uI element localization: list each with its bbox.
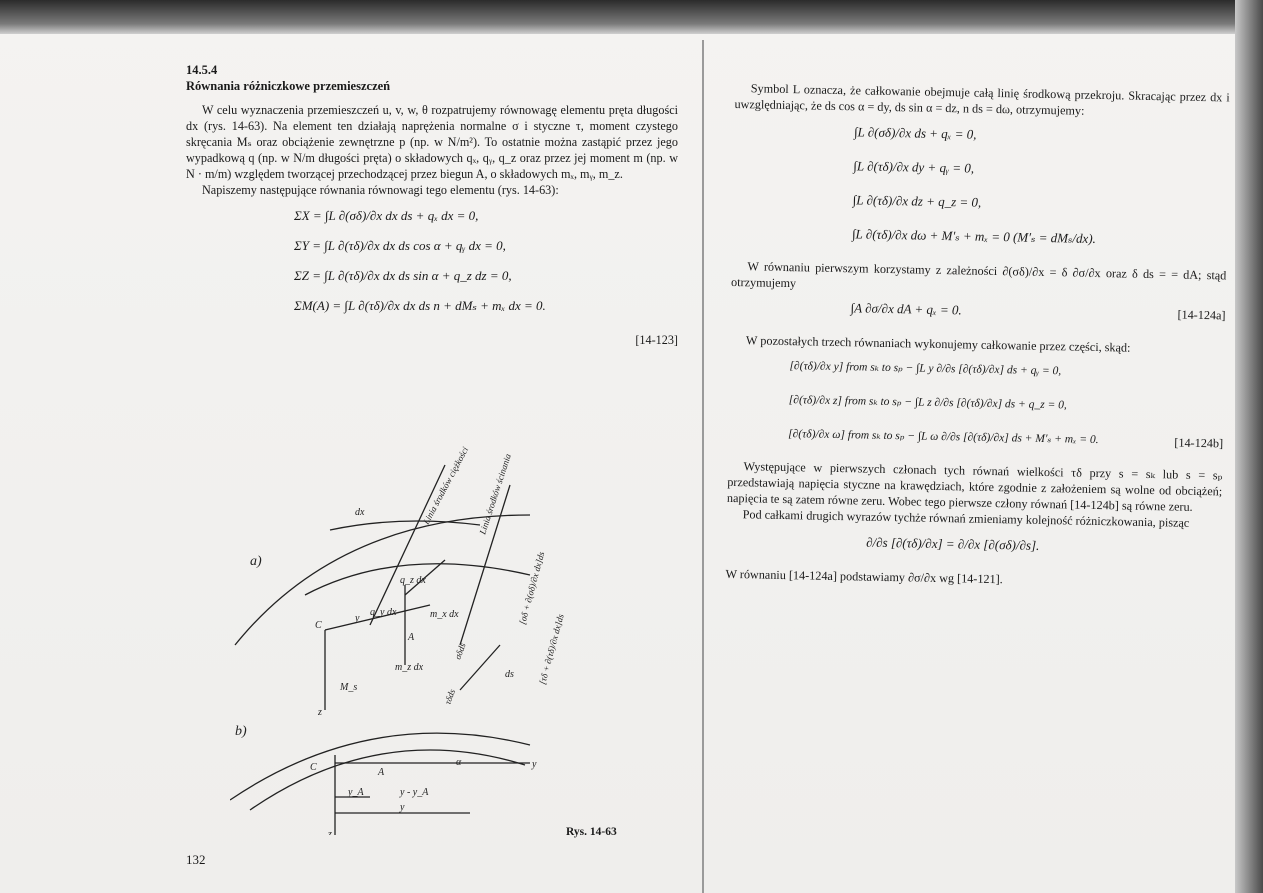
ds-line	[460, 645, 500, 690]
right-paragraph-5: Pod całkami drugich wyrazów tychże równań zmieniamy kolejność różniczkowania, pisząc	[742, 507, 1190, 530]
left-page	[186, 62, 678, 347]
label-alpha: α	[456, 757, 462, 768]
equation-sum-m: ΣM(A) = ∫L ∂(τδ)/∂x dx ds n + dMₛ + mₓ dx = 0.	[294, 298, 546, 313]
figure-drawing	[230, 445, 580, 835]
section-title: Równania różniczkowe przemieszczeń	[186, 79, 391, 93]
right-paragraph-1: Symbol L oznacza, że całkowanie obejmuje całą linię środkową przekroju. Skracając przez dx i uwzględniając, że ds cos α = dy, ds sin α = dz, n ds = dω, otrzymujemy:	[734, 81, 1230, 118]
label-sigma-expr: [σδ + ∂(σδ)/∂x dx]ds	[517, 550, 547, 626]
label-centroid-line: Linia środków ciężkości	[420, 445, 471, 526]
label-a-a: A	[408, 632, 415, 643]
equation-14-124a: ∫A ∂σ/∂x dA + qₓ = 0.	[850, 300, 962, 318]
equation-block-14-124b	[728, 356, 1225, 467]
eq-124b-2: [∂(τδ)/∂x z] from sₖ to sₚ − ∫L z ∂/∂s [∂(τδ)/∂x] ds + q_z = 0,	[788, 394, 1067, 412]
label-mxdx: m_x dx	[430, 609, 459, 620]
left-paragraph-2: Napiszemy następujące równania równowagi tego elementu (rys. 14-63):	[202, 183, 559, 197]
arc-top	[330, 521, 480, 530]
label-shear-center-line: Linia środków ścinania	[477, 452, 513, 536]
panel-a-label: a)	[250, 554, 262, 569]
integral-eq-3: ∫L ∂(τδ)/∂x dz + q_z = 0,	[852, 192, 982, 210]
label-y-dim: y	[400, 802, 405, 813]
equation-sum-z: ΣZ = ∫L ∂(τδ)/∂x dx ds sin α + q_z dz = 0,	[294, 268, 512, 283]
equation-swap: ∂/∂s [∂(τδ)/∂x] = ∂/∂x [∂(σδ)/∂s].	[866, 534, 1040, 553]
label-y-minus-ya: y - y_A	[400, 787, 429, 798]
scan-top-shadow	[0, 0, 1263, 34]
label-dx: dx	[355, 507, 365, 518]
integral-eq-4: ∫L ∂(τδ)/∂x dω + M′ₛ + mₓ = 0 (M′ₛ = dMₛ/dx).	[851, 226, 1097, 246]
label-z-b: z	[328, 829, 332, 835]
right-paragraph-2: W równaniu pierwszym korzystamy z zależności ∂(σδ)/∂x = δ ∂σ/∂x oraz δ ds = = dA; stąd otrzymujemy	[730, 259, 1227, 291]
equation-sum-x: ΣX = ∫L ∂(σδ)/∂x dx ds + qₓ dx = 0,	[294, 208, 479, 223]
equation-block-integrals	[732, 122, 1230, 267]
label-z-a: z	[318, 707, 322, 718]
label-a-b: A	[378, 767, 385, 778]
label-c-a: C	[315, 620, 322, 631]
left-paragraph-1: W celu wyznaczenia przemieszczeń u, v, w, θ rozpatrujemy równowagę elementu pręta długości dx (rys. 14-63). Na element ten działają naprężenia normalne σ i styczne τ, moment czystego skręcania Mₛ oraz obciążenie zewnętrzne p (np. w N/m²). To ostatnie można zastąpić przez jego wypadkową q (np. w N/m długości pręta) o składowych qₓ, qᵧ, q_z oraz przez jej moment m (np. w N · m/m) względem tworzącej przechodzącej przez biegun A, o składowych mₓ, mᵧ, m_z.	[186, 103, 678, 181]
equation-tag-14-123: [14-123]	[635, 333, 678, 347]
figure-caption: Rys. 14-63	[566, 826, 617, 838]
equation-tag-14-124a: [14-124a]	[1177, 307, 1226, 323]
label-ya: y_A	[348, 787, 364, 798]
label-y-b: y	[532, 759, 537, 770]
eq-124b-3: [∂(τδ)/∂x ω] from sₖ to sₚ − ∫L ω ∂/∂s [∂(τδ)/∂x] ds + M′ₛ + mₓ = 0.	[788, 428, 1099, 447]
label-sigmadelta: σδds	[452, 641, 468, 661]
label-c-b: C	[310, 762, 317, 773]
label-qzdx: q_z dx	[400, 575, 426, 586]
label-ds: ds	[505, 669, 514, 680]
equation-sum-y: ΣY = ∫L ∂(τδ)/∂x dx ds cos α + qᵧ dx = 0,	[294, 238, 506, 253]
section-number: 14.5.4	[186, 63, 218, 77]
right-paragraph-3: W pozostałych trzech równaniach wykonujemy całkowanie przez części, skąd:	[745, 333, 1131, 355]
scan-right-shadow	[1235, 0, 1263, 893]
equation-tag-14-124b: [14-124b]	[1170, 434, 1223, 451]
integral-eq-2: ∫L ∂(τδ)/∂x dy + qᵧ = 0,	[853, 158, 975, 176]
label-y-a: y	[355, 613, 360, 624]
page-number: 132	[186, 852, 206, 867]
label-mzdx: m_z dx	[395, 662, 424, 673]
label-tau-expr: [τδ + ∂(τδ)/∂x dx]ds	[537, 612, 566, 686]
equation-block-14-123	[186, 208, 678, 328]
arc-b-inner	[250, 750, 525, 810]
right-page	[725, 80, 1230, 591]
book-gutter	[702, 40, 704, 893]
label-qydx: q_y dx	[370, 607, 397, 618]
panel-b-label: b)	[235, 724, 247, 739]
integral-eq-1: ∫L ∂(σδ)/∂x ds + qₓ = 0,	[853, 124, 977, 142]
eq-124b-1: [∂(τδ)/∂x y] from sₖ to sₚ − ∫L y ∂/∂s [∂(τδ)/∂x] ds + qᵧ = 0,	[789, 360, 1062, 378]
centroid-line	[370, 465, 445, 625]
label-ms: M_s	[340, 682, 358, 693]
right-paragraph-6: W równaniu [14-124a] podstawiamy ∂σ/∂x wg [14-121].	[725, 566, 1003, 587]
label-taudelta: τδds	[442, 687, 458, 706]
right-paragraph-4: Występujące w pierwszych członach tych równań wielkości τδ przy s = sₖ lub s = sₚ przedstawiają napięcia styczne na krawędziach, które zgodnie z założeniem są wolne od obciążeń; napięcia te są zatem równe zeru. Wobec tego pierwsze człony równań [14-124b] są równe zeru.	[726, 459, 1223, 514]
figure-14-63	[230, 445, 580, 840]
